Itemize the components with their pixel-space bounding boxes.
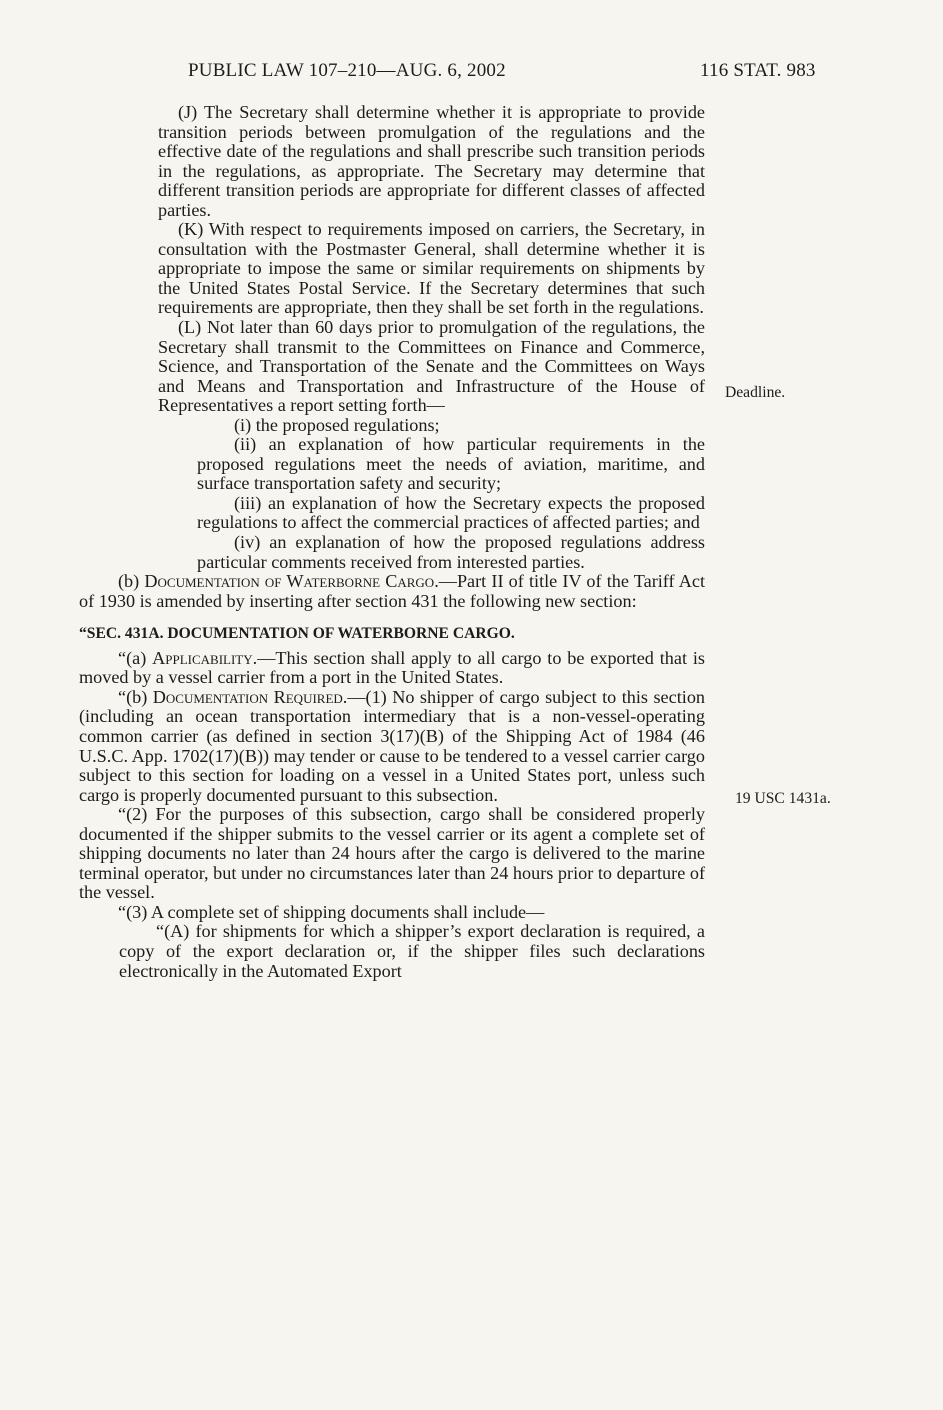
paragraph-K: (K) With respect to requirements imposed on carriers, the Secretary, in consultation with the Postmaster General, shall determine whether it is appropriate to impose the same or similar requirements on shipments by the United States Postal Service. If the Secretary determines that such requirements are appropriate, then they shall be set forth in the regulations.	[158, 219, 705, 318]
paragraph-3: “(3) A complete set of shipping documents shall include—	[118, 901, 545, 922]
law-title: PUBLIC LAW 107–210—AUG. 6, 2002	[188, 60, 506, 81]
new-subsection-b-text: —(1) No shipper of cargo subject to this section (including an ocean transportation intermediary that is a non-vessel-operating common carrier (as defined in section 3(17)(B) of the Shipping Act of 1984 (46 U.S.C. App. 1702(17)(B)) may tender or cause to be tendered to a vessel carrier cargo subject to this section for loading on a vessel in a United States port, unless such cargo is properly documented pursuant to this subsection.	[79, 686, 706, 805]
running-header	[0, 60, 943, 86]
paragraph-J: (J) The Secretary shall determine whether it is appropriate to provide transition periods between promulgation of the regulations and the effective date of the regulations and shall prescribe such transition periods in the regulations, as appropriate. The Secretary may determine that different transition periods are appropriate for different classes of affected parties.	[158, 102, 705, 220]
paragraph-L: (L) Not later than 60 days prior to promulgation of the regulations, the Secretary shall transmit to the Committees on Finance and Commerce, Science, and Transportation of the Senate and the Committees on Ways and Means and Transportation and Infrastructure of the House of Representatives a report setting forth—	[158, 317, 705, 416]
subparagraph-A: “(A) for shipments for which a shipper’s export declaration is required, a copy of the export declaration or, if the shipper files such declarations electronically in the Automated Export	[119, 921, 705, 981]
subsection-b-caption: Documentation of Waterborne Cargo.	[144, 571, 439, 592]
subsection-b-text: —Part II of title IV of the Tariff Act of 1930 is amended by inserting after section 431 the following new section:	[79, 571, 705, 611]
clause-iv: (iv) an explanation of how the proposed regulations address particular comments received from interested parties.	[197, 532, 705, 572]
law-text	[79, 103, 705, 981]
subsection-b	[79, 572, 705, 611]
new-subsection-a-lead: “(a)	[118, 647, 153, 668]
clause-ii: (ii) an explanation of how particular requirements in the proposed regulations meet the needs of aviation, maritime, and surface transportation safety and security;	[197, 434, 705, 494]
new-subsection-a-caption: Applicability.	[152, 647, 258, 668]
new-subsection-a-text: —This section shall apply to all cargo to be exported that is moved by a vessel carrier from a port in the United States.	[79, 647, 705, 688]
margin-note-usc-citation: 19 USC 1431a.	[735, 790, 831, 807]
statute-page: 116 STAT. 983	[700, 60, 816, 81]
new-subsection-b-lead: “(b)	[118, 686, 153, 707]
new-subsection-b-caption: Documentation Required.	[152, 686, 348, 707]
new-subsection-b	[79, 688, 705, 805]
subsection-b-lead: (b)	[118, 571, 145, 592]
new-subsection-a	[79, 649, 705, 688]
margin-note-deadline: Deadline.	[725, 384, 786, 401]
paragraph-2: “(2) For the purposes of this subsection, cargo shall be considered properly documented if the shipper submits to the vessel carrier or its agent a complete set of shipping documents no later than 24 hours after the cargo is delivered to the marine terminal operator, but under no circumstances later than 24 hours prior to departure of the vessel.	[79, 804, 705, 903]
clause-iii: (iii) an explanation of how the Secretary expects the proposed regulations to affect the commercial practices of affected parties; and	[197, 492, 705, 533]
section-heading: “SEC. 431A. DOCUMENTATION OF WATERBORNE CARGO.	[79, 625, 515, 643]
clause-i: (i) the proposed regulations;	[234, 414, 440, 435]
